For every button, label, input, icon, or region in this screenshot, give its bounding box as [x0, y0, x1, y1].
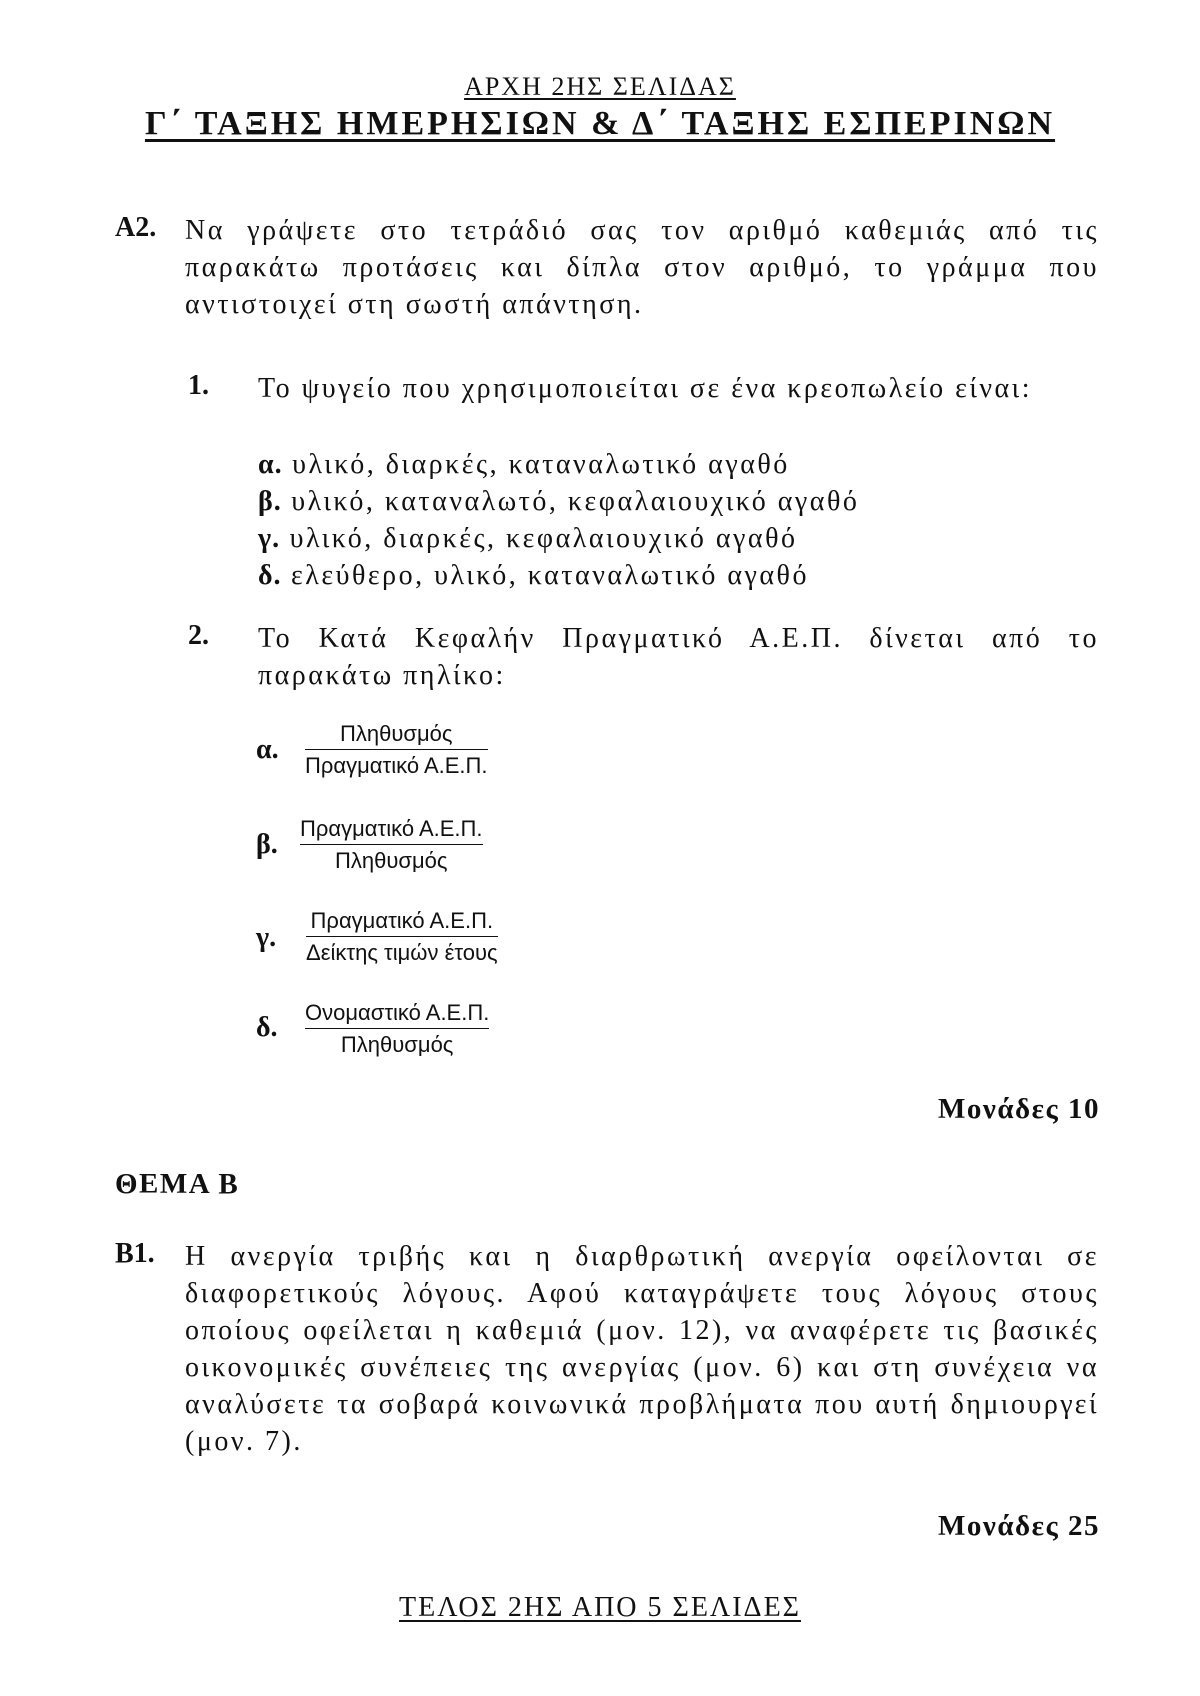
item-2-option-c-fraction	[306, 908, 498, 966]
item-2-text: Το Κατά Κεφαλήν Πραγματικό Α.Ε.Π. δίνεται από το παρακάτω πηλίκο:	[258, 623, 1099, 691]
fraction-numerator: Πραγματικό Α.Ε.Π.	[300, 816, 483, 845]
page-end-text: ΤΕΛΟΣ 2ΗΣ ΑΠΟ 5 ΣΕΛΙΔΕΣ	[399, 1592, 801, 1623]
item-1-text: Το ψυγείο που χρησιμοποιείται σε ένα κρεοπωλείο είναι:	[258, 373, 1032, 404]
page-start-text: ΑΡΧΗ 2ΗΣ ΣΕΛΙΔΑΣ	[464, 72, 736, 101]
item-1-option-c	[258, 520, 797, 557]
fraction-denominator: Δείκτης τιμών έτους	[306, 940, 498, 965]
question-a2-label: Α2.	[115, 212, 157, 243]
page-start-header	[0, 72, 1200, 102]
b1-units: Μονάδες 25	[938, 1510, 1100, 1542]
option-text: υλικό, διαρκές, κεφαλαιουχικό αγαθό	[289, 523, 798, 554]
item-2-option-a-fraction	[305, 721, 488, 779]
exam-title	[0, 105, 1200, 143]
item-1-option-a	[258, 446, 790, 483]
fraction-denominator: Πραγματικό Α.Ε.Π.	[305, 753, 488, 778]
item-1-option-d	[258, 557, 809, 594]
item-2-option-b-letter: β.	[256, 829, 278, 860]
question-a2-text: Να γράψετε στο τετράδιό σας τον αριθμό καθεμιάς από τις παρακάτω προτάσεις και δίπλα στον αριθμό, το γράμμα που αντιστοιχεί στη σωστή απάντηση.	[185, 215, 1099, 320]
page-end-footer	[0, 1592, 1200, 1624]
exam-title-text: Γ΄ ΤΑΞΗΣ ΗΜΕΡΗΣΙΩΝ & Δ΄ ΤΑΞΗΣ ΕΣΠΕΡΙΝΩΝ	[144, 105, 1056, 142]
option-text: υλικό, καταναλωτό, κεφαλαιουχικό αγαθό	[291, 486, 860, 517]
option-text: ελεύθερο, υλικό, καταναλωτικό αγαθό	[291, 560, 809, 591]
item-1-option-b	[258, 483, 859, 520]
fraction-denominator: Πληθυσμός	[335, 848, 448, 873]
item-2-option-d-letter: δ.	[256, 1012, 278, 1043]
option-letter: γ.	[258, 523, 281, 554]
item-2-number: 2.	[188, 620, 209, 651]
item-2-option-b-fraction	[300, 816, 483, 874]
fraction-numerator: Πραγματικό Α.Ε.Π.	[306, 908, 498, 937]
question-b1-text: Η ανεργία τριβής και η διαρθρωτική ανεργία οφείλονται σε διαφορετικούς λόγους. Αφού καταγράψετε τους λόγους στους οποίους οφείλεται η καθεμιά (μον. 12), να αναφέρετε τις βασικές οικονομικές συνέπειες της ανεργίας (μον. 6) και στη συνέχεια να αναλύσετε τα σοβαρά κοινωνικά προβλήματα που αυτή δημιουργεί (μον. 7).	[185, 1241, 1099, 1457]
fraction-numerator: Πληθυσμός	[305, 721, 488, 750]
item-2-option-d-fraction	[305, 1000, 489, 1058]
a2-units: Μονάδες 10	[938, 1093, 1100, 1125]
theme-b-heading: ΘΕΜΑ Β	[115, 1168, 240, 1200]
fraction-denominator: Πληθυσμός	[340, 1032, 454, 1057]
question-b1-label: Β1.	[115, 1238, 155, 1269]
option-letter: α.	[258, 449, 283, 480]
fraction-numerator: Ονομαστικό Α.Ε.Π.	[305, 1000, 489, 1029]
item-2-option-a-letter: α.	[256, 734, 279, 765]
option-letter: β.	[258, 486, 282, 517]
item-2-option-c-letter: γ.	[256, 922, 277, 953]
item-1-number: 1.	[188, 370, 209, 401]
option-letter: δ.	[258, 560, 282, 591]
option-text: υλικό, διαρκές, καταναλωτικό αγαθό	[292, 449, 790, 480]
